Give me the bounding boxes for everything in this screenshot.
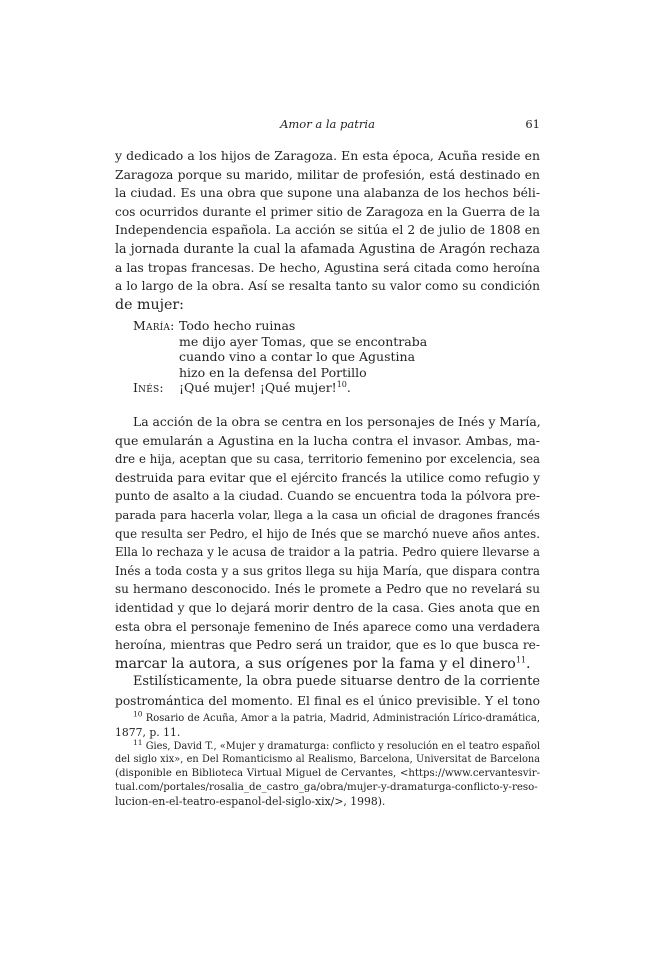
- text-line: Estilísticamente, la obra puede situarse dentro de la corriente: [133, 674, 540, 690]
- text-line: la ciudad. Es una obra que supone una alabanza de los hechos béli-: [115, 186, 540, 201]
- verse-text: ¡Qué mujer! ¡Qué mujer!: [179, 380, 337, 396]
- text-line: Ella lo rechaza y le acusa de traidor a la patria. Pedro quiere llevarse a: [115, 545, 540, 560]
- text-line: esta obra el personaje femenino de Inés aparece como una verdadera: [115, 619, 540, 634]
- page-number: 61: [525, 117, 540, 131]
- verse-line: hizo en la defensa del Portillo: [179, 364, 367, 380]
- text-line: a las tropas francesas. De hecho, Agustina será citada como heroína: [115, 260, 540, 275]
- text-line: su hermano desconocido. Inés le promete a Pedro que no revelará su: [115, 582, 540, 597]
- running-title: Amor a la patria: [280, 117, 375, 131]
- footnote-mark: 11: [133, 737, 143, 747]
- footnote-ref-10[interactable]: 10: [336, 380, 347, 390]
- verse-line: Todo hecho ruinas: [179, 318, 296, 333]
- footnote-text: Rosario de Acuña, Amor a la patria, Madrid, Administración Lírico-dramática,: [145, 713, 541, 724]
- footnote-ref-11[interactable]: 11: [515, 654, 527, 664]
- speaker-name: Inés:: [133, 380, 164, 396]
- verse-quote: [133, 318, 427, 396]
- verse-row: [133, 334, 427, 350]
- paragraph-2: [115, 413, 540, 711]
- text-line: la jornada durante la cual la afamada Agustina de Aragón rechaza: [115, 240, 540, 256]
- verse-line: me dijo ayer Tomas, que se encontraba: [179, 333, 428, 349]
- text-line: punto de asalto a la ciudad. Cuando se encuentra toda la pólvora pre-: [115, 489, 540, 504]
- text-line: dre e hija, aceptan que su casa, territorio femenino por excelencia, sea: [115, 452, 540, 467]
- verse-row: [133, 318, 427, 334]
- running-head: [115, 117, 540, 135]
- footnote-11: [115, 737, 540, 754]
- footnote-10: [115, 709, 541, 726]
- verse-row: [133, 349, 427, 365]
- text-line: identidad y que lo dejará morir dentro de la casa. Gies anota que en: [115, 600, 540, 615]
- text-line: postromántica del momento. El final es el único previsible. Y el tono: [115, 693, 540, 708]
- text-line: cos ocurridos durante el primer sitio de Zaragoza en la Guerra de la: [115, 204, 540, 219]
- verse-punct: .: [346, 380, 351, 396]
- footnote-line: 1877, p. 11.: [115, 725, 181, 739]
- speaker-name: [133, 365, 179, 381]
- speaker-name: [133, 334, 179, 350]
- footnote-line: (disponible en Biblioteca Virtual Miguel de Cervantes, <https://www.cervantesvir-: [115, 768, 540, 780]
- text-line: Independencia española. La acción se sitúa el 2 de julio de 1808 en: [115, 223, 540, 238]
- verse-row: [133, 365, 427, 381]
- text-line: a lo largo de la obra. Así se resalta tanto su valor como su condición: [115, 279, 540, 294]
- text-line: de mujer:: [115, 296, 184, 313]
- text-line: heroína, mientras que Pedro será un traidor, que es lo que busca re-: [115, 638, 540, 653]
- text-line: destruida para evitar que el ejército francés la utilice como refugio y: [115, 470, 540, 485]
- text-line: que resulta ser Pedro, el hijo de Inés que se marchó nueve años antes.: [115, 526, 540, 541]
- footnote-line: tual.com/portales/rosalia_de_castro_ga/obra/mujer-y-dramaturga-conflicto-y-reso-: [115, 781, 538, 793]
- paragraph-1: [115, 147, 540, 314]
- verse-row: [133, 380, 427, 396]
- text-line: [115, 655, 540, 674]
- footnotes: [115, 709, 541, 809]
- text-line: que emularán a Agustina en la lucha contra el invasor. Ambas, ma-: [115, 432, 540, 448]
- speaker-name: [133, 349, 179, 365]
- text-segment: marcar la autora, a sus orígenes por la fama y el dinero: [115, 655, 516, 672]
- footnote-mark: 10: [133, 709, 143, 719]
- text-line: Inés a toda costa y a sus gritos llega su hija María, que dispara contra: [115, 563, 540, 578]
- text-line: y dedicado a los hijos de Zaragoza. En esta época, Acuña reside en: [115, 148, 540, 163]
- speaker-name: María:: [133, 318, 175, 333]
- verse-line: cuando vino a contar lo que Agustina: [179, 349, 416, 365]
- text-line: parada para hacerla volar, llega a la casa un oficial de dragones francés: [115, 507, 540, 522]
- text-line: La acción de la obra se centra en los personajes de Inés y María,: [133, 415, 541, 429]
- text-line: Zaragoza porque su marido, militar de profesión, está destinado en: [115, 167, 540, 182]
- footnote-line: del siglo xix», en Del Romanticismo al Realismo, Barcelona, Universitat de Barcelona: [115, 754, 540, 766]
- text-punct: .: [526, 655, 531, 672]
- footnote-text: Gies, David T., «Mujer y dramaturga: conflicto y resolución en el teatro español: [145, 740, 540, 752]
- verse-line: [179, 380, 351, 396]
- footnote-line: lucion-en-el-teatro-espanol-del-siglo-xix/>, 1998).: [115, 794, 386, 808]
